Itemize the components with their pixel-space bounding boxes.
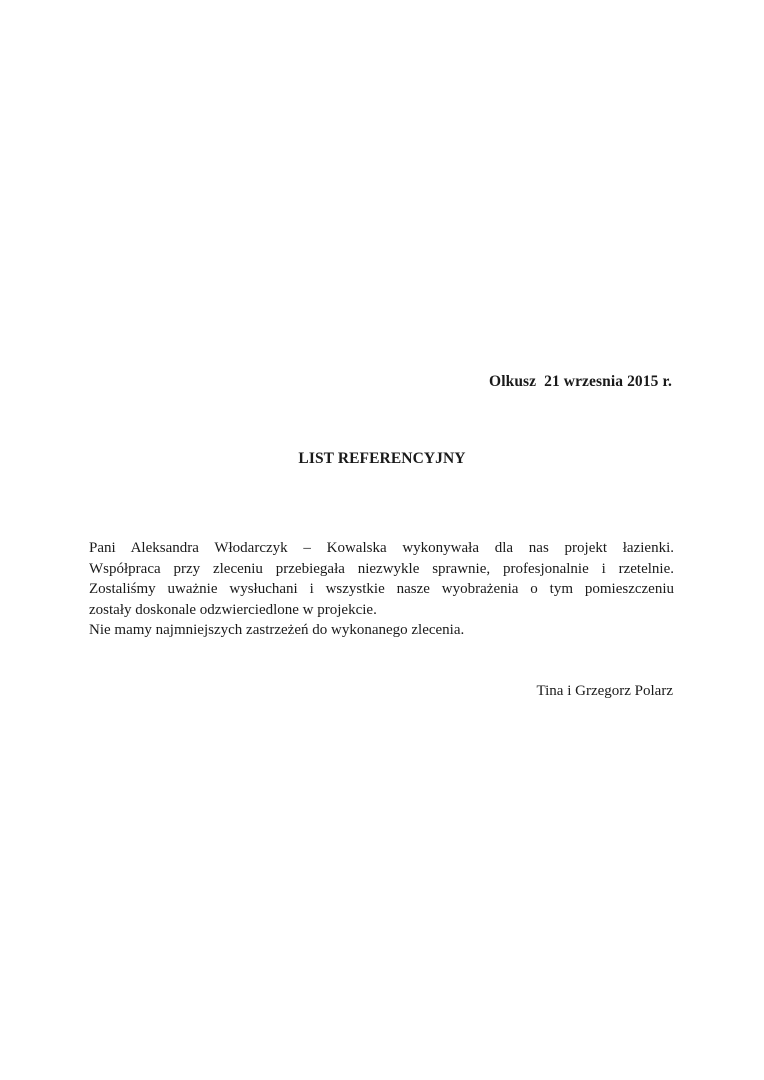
letter-body-line: Pani Aleksandra Włodarczyk – Kowalska wykonywała dla nas projekt łazienki. [89, 540, 674, 556]
letter-title: LIST REFERENCYJNY [298, 450, 466, 467]
letter-body-line: zostały doskonale odzwierciedlone w projekcie. [89, 601, 377, 618]
letter-body [89, 538, 674, 641]
letter-body-line: Zostaliśmy uważnie wysłuchani i wszystkie nasze wyobrażenia o tym pomieszczeniu [89, 581, 674, 597]
letter-body-line: Współpraca przy zleceniu przebiegała niezwykle sprawnie, profesjonalnie i rzetelnie. [89, 560, 674, 577]
letter-body-line: Nie mamy najmniejszych zastrzeżeń do wykonanego zlecenia. [89, 622, 465, 638]
letter-date: Olkusz 21 wrzesnia 2015 r. [489, 373, 672, 390]
letter-signature: Tina i Grzegorz Polarz [536, 683, 673, 699]
